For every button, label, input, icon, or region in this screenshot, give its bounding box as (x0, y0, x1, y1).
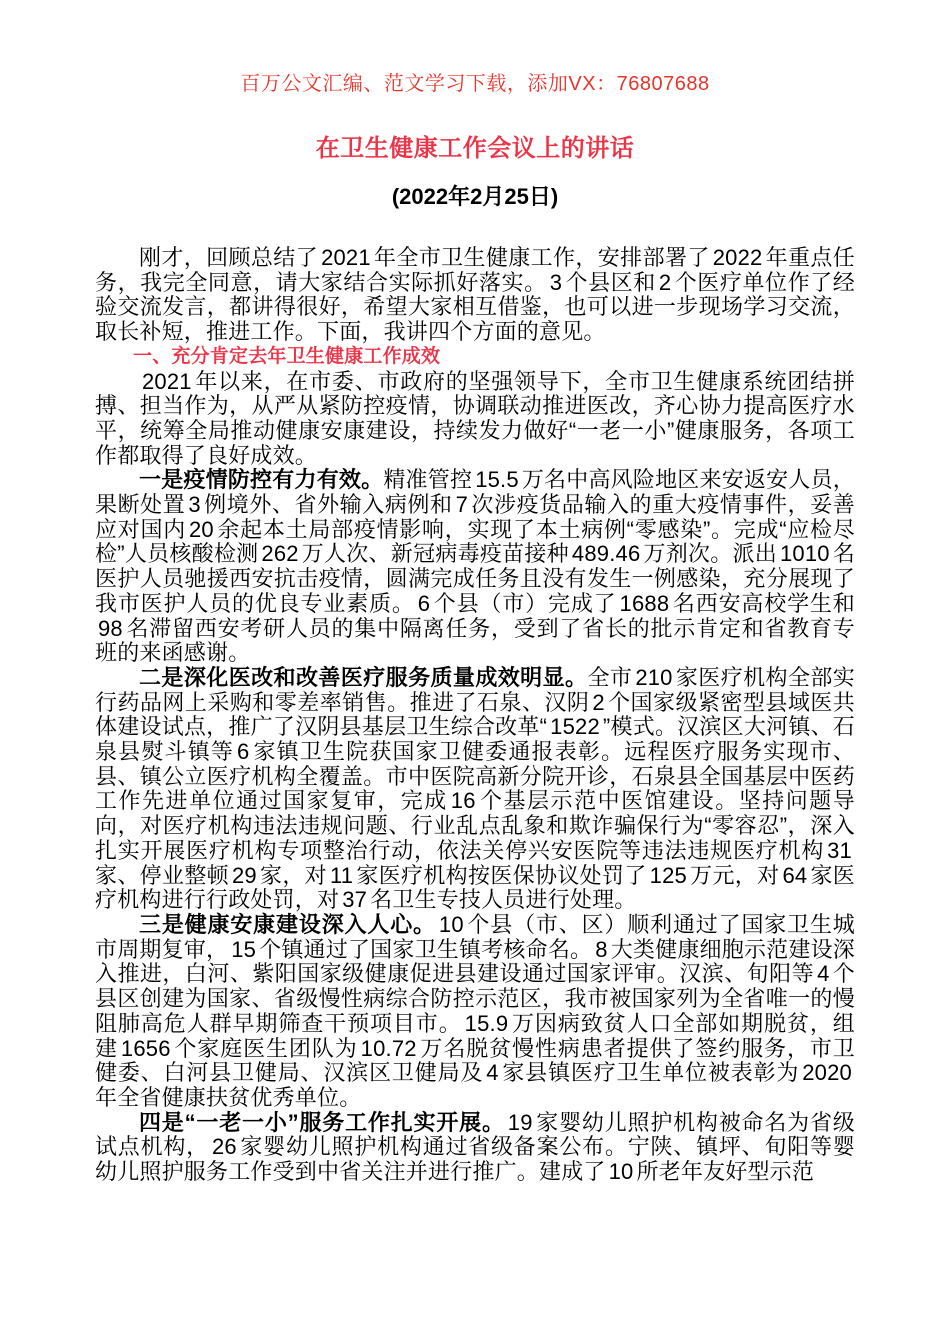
doc-date: (2022年2月25日) (391, 184, 559, 209)
paragraph-lead: 一是疫情防控有力有效。 (139, 467, 384, 493)
paragraph: 一是疫情防控有力有效。精准管控 15.5 万名中高风险地区来安返安人员，果断处置 3 例境外、省外输入病例和 7 次涉疫货品输入的重大疫情事件，妥善应对国内 20 余起本土局部疫情影响，实现了本土病例“零感染”。完成“应检尽检”人员核酸检测 262 万人次、新冠病毒疫苗接种 489.46 万剂次。派出 1010 名医护人员驰援西安抗击疫情，圆满完成任务且没有发生一例感染，充分展现了我市医护人员的优良专业素质。 6 个县（市）完成了 1688 名西安高校学生和98 名滞留西安考研人员的集中隔离任务，受到了省长的批示肯定和省教育专班的来函感谢。 (95, 467, 856, 666)
paragraph-lead: 二是深化医改和改善医疗服务质量成效明显。 (139, 664, 588, 690)
paragraph: 刚才，回顾总结了 2021 年全市卫生健康工作，安排部署了 2022 年重点任务，我完全同意，请大家结合实际抓好落实。 3 个县区和 2 个医疗单位作了经验交流发言，都讲得很好，希望大家相互借鉴，也可以进一步现场学习交流，取长补短，推进工作。下面，我讲四个方面的意见。 (95, 245, 855, 345)
paragraph: 2021 年以来，在市委、市政府的坚强领导下，全市卫生健康系统团结拼搏、担当作为，从严从紧防控疫情，协调联动推进医改，齐心协力提高医疗水平，统筹全局推动健康安康建设，持续发力做好“一老一小”健康服务，各项工作都取得了良好成效。 (95, 368, 855, 468)
paragraph: 三是健康安康建设深入人心。 10 个县（市、区）顺利通过了国家卫生城市周期复审， 15 个镇通过了国家卫生镇考核命名。 8 大类健康细胞示范建设深入推进，白河、紫阳国家级健康促进县建设通过国家评审。汉滨、旬阳等 4 个县区创建为国家、省级慢性病综合防控示范区，我市被国家列为全省唯一的慢阻肺高危人群早期筛查干预项目市。 15.9 万因病致贫人口全部如期脱贫，组建 1656 个家庭医生团队为 10.72 万名脱贫慢性病患者提供了签约服务，市卫健委、白河县卫健局、汉滨区卫健局及 4 家县镇医疗卫生单位被表彰为 2020年全省健康扶贫优秀单位。 (95, 911, 856, 1110)
promo-banner-text: 百万公文汇编、范文学习下载，添加VX：76807688 (240, 73, 710, 95)
paragraph: 二是深化医改和改善医疗服务质量成效明显。全市 210 家医疗机构全部实行药品网上采购和零差率销售。推进了石泉、汉阴 2 个国家级紧密型县域医共体建设试点，推广了汉阴县基层卫生综合改革“ 1522 ”模式。汉滨区大河镇、石泉县熨斗镇等 6 家镇卫生院获国家卫健委通报表彰。远程医疗服务实现市、县、镇公立医疗机构全覆盖。市中医院高新分院开诊，石泉县全国基层中医药工作先进单位通过国家复审，完成 16 个基层示范中医馆建设。坚持问题导向，对医疗机构违法违规问题、行业乱点乱象和欺诈骗保行为“零容忍”，深入扎实开展医疗机构专项整治行动，依法关停兴安医院等违法违规医疗机构 31家、停业整顿 29 家，对 11 家医疗机构按医保协议处罚了 125 万元，对 64 家医疗机构进行行政处罚，对 37 名卫生专技人员进行处理。 (95, 664, 856, 913)
paragraph-lead: 三是健康安康建设深入人心。 (139, 911, 436, 937)
paragraph: 四是“一老一小”服务工作扎实开展。 19 家婴幼儿照护机构被命名为省级试点机构， 26 家婴幼儿照护机构通过省级备案公布。宁陕、镇坪、旬阳等婴幼儿照护服务工作受到中省关注并进行推广。建成了 10 所老年友好型示范 (95, 1109, 855, 1185)
doc-title: 在卫生健康工作会议上的讲话 (315, 135, 635, 162)
doc-body (95, 246, 855, 1185)
paragraph-lead: 四是“一老一小”服务工作扎实开展。 (139, 1109, 505, 1135)
section-heading: 一、充分肯定去年卫生健康工作成效 (133, 345, 441, 367)
